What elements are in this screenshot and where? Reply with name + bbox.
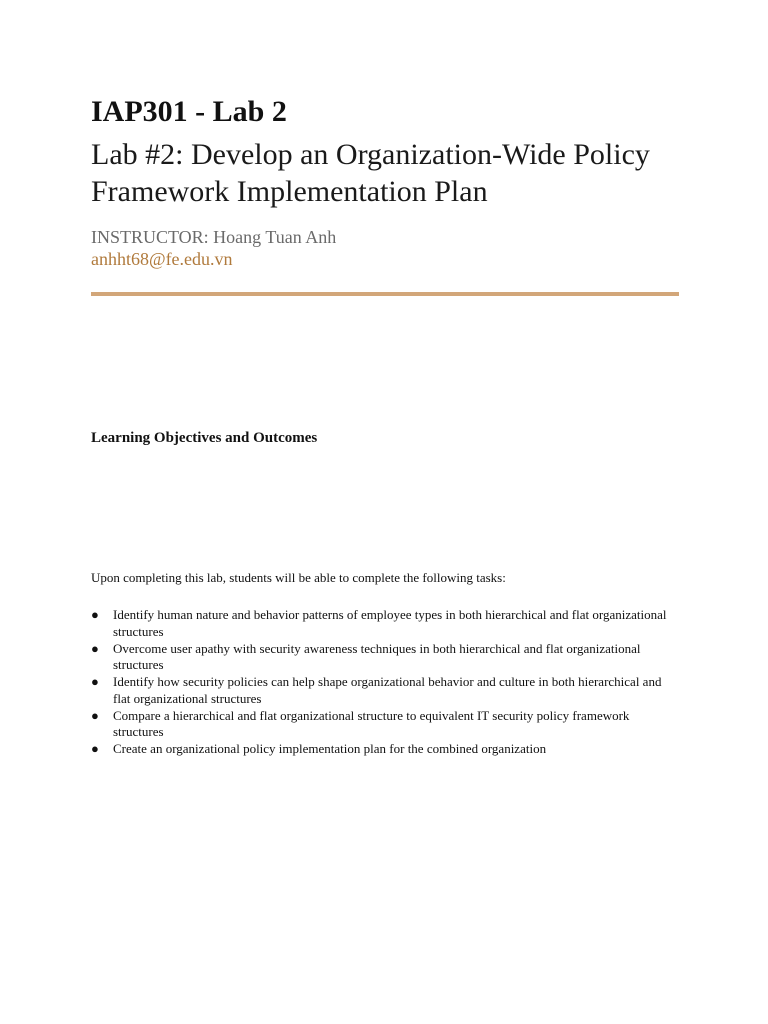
objectives-intro: Upon completing this lab, students will be able to complete the following tasks: bbox=[91, 570, 506, 585]
objective-text: Identify how security policies can help shape organizational behavior and culture in both hierarchical and flat organizational structures bbox=[113, 674, 662, 706]
list-item bbox=[91, 607, 681, 640]
list-item bbox=[91, 674, 681, 707]
objectives-list bbox=[91, 607, 681, 758]
section-heading: Learning Objectives and Outcomes bbox=[91, 430, 318, 446]
list-item bbox=[91, 641, 681, 674]
title-divider bbox=[91, 292, 679, 296]
list-item bbox=[91, 741, 681, 758]
objective-text: Compare a hierarchical and flat organizational structure to equivalent IT security policy framework structures bbox=[113, 707, 630, 739]
bullet-icon: ● bbox=[91, 741, 99, 756]
objective-text: Overcome user apathy with security awareness techniques in both hierarchical and flat organizational structures bbox=[113, 640, 641, 672]
document-code: IAP301 - Lab 2 bbox=[91, 95, 287, 128]
document-title: Lab #2: Develop an Organization-Wide Policy Framework Implementation Plan bbox=[91, 138, 650, 208]
list-item bbox=[91, 708, 681, 741]
objective-text: Identify human nature and behavior patterns of employee types in both hierarchical and flat organizational structures bbox=[113, 607, 667, 639]
objective-text: Create an organizational policy implementation plan for the combined organization bbox=[113, 741, 547, 756]
bullet-icon: ● bbox=[91, 607, 99, 622]
bullet-icon: ● bbox=[91, 674, 99, 689]
bullet-icon: ● bbox=[91, 640, 99, 656]
instructor-email-link[interactable]: anhht68@fe.edu.vn bbox=[91, 249, 233, 269]
instructor-name: INSTRUCTOR: Hoang Tuan Anh bbox=[91, 227, 337, 247]
bullet-icon: ● bbox=[91, 707, 99, 723]
